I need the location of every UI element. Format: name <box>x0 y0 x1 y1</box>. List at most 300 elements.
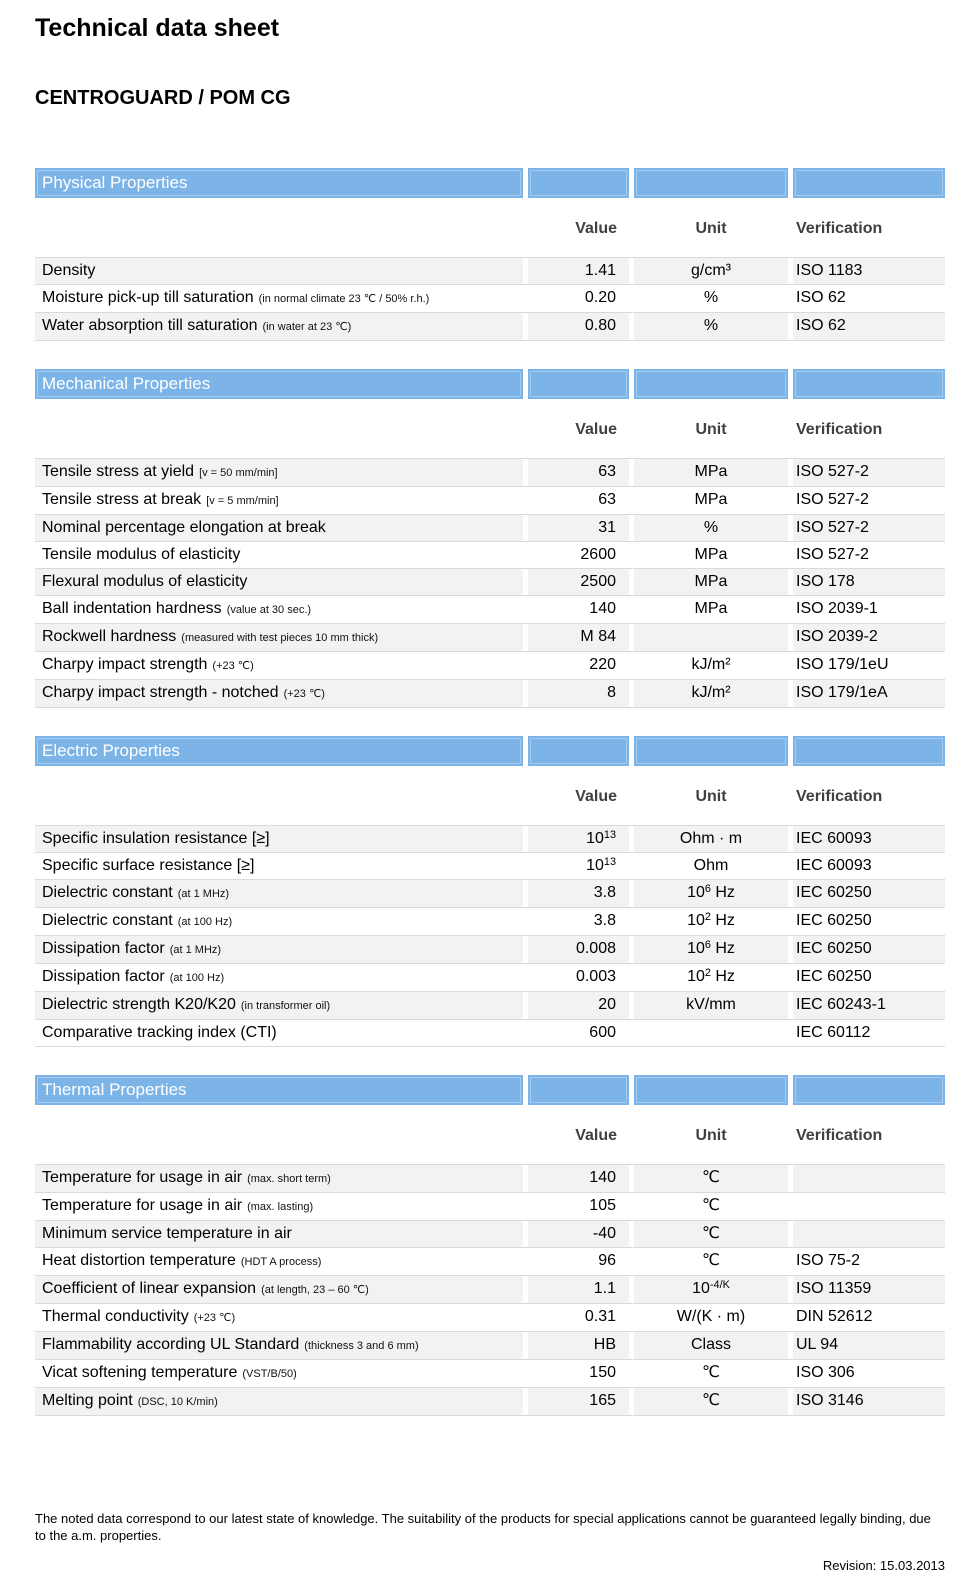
property-value-cell <box>528 1360 629 1387</box>
column-header-unit: Unit <box>695 788 727 805</box>
property-unit-exponent: -4/K <box>709 1279 730 1292</box>
column-header-verification: Verification <box>796 788 883 805</box>
property-unit-cell <box>634 515 788 541</box>
property-name: Dielectric constant <box>42 912 173 929</box>
property-name: Flexural modulus of elasticity <box>42 573 248 590</box>
section-header-cell <box>634 736 788 766</box>
property-condition-note: (+23 ℃) <box>212 660 254 672</box>
table-rows <box>35 458 945 708</box>
property-name: Rockwell hardness <box>42 628 177 645</box>
property-verification: ISO 527-2 <box>796 546 869 563</box>
property-name: Thermal conductivity <box>42 1308 189 1325</box>
property-condition-note: [v = 50 mm/min] <box>199 467 278 479</box>
property-value: 105 <box>589 1197 616 1214</box>
property-unit-cell <box>634 542 788 568</box>
property-verification: ISO 306 <box>796 1364 855 1381</box>
property-condition-note: (at 100 Hz) <box>177 916 233 928</box>
property-condition-note: (DSC, 10 K/min) <box>137 1396 218 1408</box>
property-name-cell <box>35 1165 523 1192</box>
property-unit: ℃ <box>702 1392 720 1409</box>
property-condition-note: (at length, 23 – 60 ℃) <box>261 1284 369 1296</box>
column-header-property <box>35 419 523 441</box>
property-value-cell <box>528 624 629 651</box>
property-value: 165 <box>589 1392 616 1409</box>
property-unit: 10 <box>692 1280 710 1297</box>
property-condition-note: (in transformer oil) <box>240 1000 331 1012</box>
property-value: 2500 <box>580 573 616 590</box>
property-verification: ISO 527-2 <box>793 515 945 541</box>
property-row <box>35 568 945 595</box>
property-value-cell <box>528 936 629 963</box>
property-name-cell <box>35 908 523 935</box>
property-value: 150 <box>589 1364 616 1381</box>
property-unit: 10 <box>687 884 705 901</box>
property-unit: W/(K · m) <box>676 1308 746 1325</box>
property-unit: 10 <box>687 968 705 985</box>
property-unit: kJ/m² <box>691 684 731 701</box>
property-value-cell <box>528 964 629 991</box>
property-verification: ISO 11359 <box>793 1276 945 1303</box>
property-value: 0.008 <box>575 940 616 957</box>
property-name: Melting point <box>42 1392 133 1409</box>
disclaimer-text: The noted data correspond to our latest state of knowledge. The suitability of the products for special applications cannot be guaranteed legally binding, due to the a.m. properties. <box>35 1511 931 1543</box>
property-unit-suffix: Hz <box>710 884 735 901</box>
property-unit-suffix: Hz <box>710 968 735 985</box>
section-header-cell <box>634 369 788 399</box>
property-unit-cell <box>634 596 788 623</box>
properties-section <box>35 369 945 708</box>
property-value-cell <box>528 569 629 595</box>
property-row <box>35 1275 945 1303</box>
section-header-bar <box>35 1075 945 1105</box>
product-name: CENTROGUARD / POM CG <box>35 87 291 109</box>
property-unit-cell <box>634 313 788 340</box>
section-header-cell <box>793 1075 945 1105</box>
section-title: Physical Properties <box>42 173 188 192</box>
property-name: Specific insulation resistance [≥] <box>42 830 270 847</box>
property-name-cell <box>35 596 523 623</box>
property-row <box>35 679 945 708</box>
property-unit-cell <box>634 487 788 514</box>
property-unit-cell <box>634 964 788 991</box>
property-name: Coefficient of linear expansion <box>42 1280 257 1297</box>
property-condition-note: (max. short term) <box>247 1173 331 1185</box>
property-name: Tensile modulus of elasticity <box>42 546 241 563</box>
property-value: 140 <box>589 600 616 617</box>
property-verification: ISO 179/1eA <box>793 680 945 707</box>
property-name-cell <box>35 1304 523 1331</box>
property-value-cell <box>528 313 629 340</box>
property-unit-cell <box>634 1221 788 1247</box>
property-unit-cell <box>634 992 788 1019</box>
property-row <box>35 935 945 963</box>
property-verification: ISO 178 <box>793 569 945 595</box>
property-value: 31 <box>598 519 616 536</box>
property-name-cell <box>35 853 523 879</box>
property-verification: ISO 179/1eU <box>796 656 889 673</box>
property-value-cell <box>528 652 629 679</box>
property-unit-cell <box>634 1360 788 1387</box>
property-value-cell <box>528 1388 629 1415</box>
property-value-cell <box>528 515 629 541</box>
property-name: Dielectric strength K20/K20 <box>42 996 236 1013</box>
property-name-cell <box>35 1193 523 1220</box>
property-value: 1.1 <box>593 1280 616 1297</box>
property-verification: ISO 75-2 <box>796 1252 861 1269</box>
property-unit: Ohm <box>693 857 729 874</box>
property-unit: Ohm · m <box>679 830 743 847</box>
section-header-cell <box>793 168 945 198</box>
property-value-cell <box>528 1020 629 1046</box>
property-unit: g/cm³ <box>691 262 731 279</box>
properties-section <box>35 168 945 341</box>
property-row <box>35 1359 945 1387</box>
property-row <box>35 623 945 651</box>
property-value-cell <box>528 1332 629 1359</box>
property-condition-note: (thickness 3 and 6 mm) <box>304 1340 419 1352</box>
property-value-exponent: 13 <box>603 829 616 842</box>
property-condition-note: (at 1 MHz) <box>177 888 230 900</box>
table-rows <box>35 825 945 1047</box>
property-name: Density <box>42 262 96 279</box>
property-unit: % <box>703 317 719 334</box>
property-value: 600 <box>589 1024 616 1041</box>
property-row <box>35 514 945 541</box>
property-name: Tensile stress at yield <box>42 463 195 480</box>
column-header-value: Value <box>575 220 617 237</box>
property-name-cell <box>35 487 523 514</box>
property-value: M 84 <box>580 628 616 645</box>
property-name-cell <box>35 624 523 651</box>
property-verification: ISO 2039-1 <box>796 600 878 617</box>
property-verification: IEC 60250 <box>793 936 945 963</box>
column-header-property <box>35 218 523 240</box>
property-row <box>35 1303 945 1331</box>
page-title: Technical data sheet <box>35 14 280 42</box>
section-title: Mechanical Properties <box>42 374 211 393</box>
property-condition-note: [v = 5 mm/min] <box>206 495 279 507</box>
property-name-cell <box>35 1221 523 1247</box>
property-name: Tensile stress at break <box>42 491 202 508</box>
property-condition-note: (at 100 Hz) <box>169 972 225 984</box>
property-name: Comparative tracking index (CTI) <box>42 1024 277 1041</box>
property-unit-cell <box>634 908 788 935</box>
section-header-title-cell <box>35 1075 523 1105</box>
property-unit-cell <box>634 680 788 707</box>
property-name: Flammability according UL Standard <box>42 1336 300 1353</box>
properties-section <box>35 1075 945 1416</box>
property-verification: IEC 60112 <box>796 1024 871 1041</box>
property-name: Temperature for usage in air <box>42 1197 243 1214</box>
property-row <box>35 284 945 312</box>
table-rows <box>35 1164 945 1416</box>
property-unit-cell <box>634 1388 788 1415</box>
section-title: Thermal Properties <box>42 1080 187 1099</box>
property-value: 0.20 <box>584 289 616 306</box>
property-row <box>35 1019 945 1047</box>
property-unit: ℃ <box>702 1364 720 1381</box>
property-name: Dissipation factor <box>42 940 165 957</box>
column-header-row <box>35 1125 945 1147</box>
property-unit-cell <box>634 285 788 312</box>
property-condition-note: (+23 ℃) <box>193 1312 236 1324</box>
section-header-bar <box>35 168 945 198</box>
property-condition-note: (value at 30 sec.) <box>226 604 312 616</box>
property-unit: kJ/m² <box>691 656 731 673</box>
column-header-row <box>35 786 945 808</box>
column-header-unit: Unit <box>695 421 727 438</box>
property-condition-note: (in water at 23 ℃) <box>262 321 352 333</box>
property-unit-cell <box>634 652 788 679</box>
property-verification <box>793 1221 945 1247</box>
property-verification <box>793 1165 945 1192</box>
section-header-title-cell <box>35 369 523 399</box>
property-unit: MPa <box>694 600 728 617</box>
property-value-cell <box>528 680 629 707</box>
property-row <box>35 1164 945 1192</box>
property-verification: IEC 60243-1 <box>793 992 945 1019</box>
property-value: 2600 <box>580 546 616 563</box>
property-row <box>35 1192 945 1220</box>
property-row <box>35 991 945 1019</box>
property-unit: Class <box>690 1336 731 1353</box>
column-header-property <box>35 1125 523 1147</box>
column-header-value: Value <box>575 1127 617 1144</box>
property-unit-cell <box>634 1276 788 1303</box>
property-name: Water absorption till saturation <box>42 317 258 334</box>
column-header-value: Value <box>575 788 617 805</box>
property-name: Charpy impact strength <box>42 656 208 673</box>
property-verification: ISO 62 <box>793 313 945 340</box>
property-name-cell <box>35 285 523 312</box>
property-value-cell <box>528 285 629 312</box>
property-unit-suffix: Hz <box>710 912 735 929</box>
column-header-verification: Verification <box>796 220 883 237</box>
property-value: 63 <box>598 491 616 508</box>
property-unit-cell <box>634 1193 788 1220</box>
property-unit-cell <box>634 1304 788 1331</box>
column-header-row <box>35 218 945 240</box>
property-unit: 10 <box>687 912 705 929</box>
property-condition-note: (+23 ℃) <box>283 688 325 700</box>
property-verification: ISO 2039-2 <box>793 624 945 651</box>
property-value-cell <box>528 853 629 879</box>
property-unit: ℃ <box>702 1169 720 1186</box>
property-name-cell <box>35 459 523 486</box>
section-header-cell <box>634 168 788 198</box>
property-unit: ℃ <box>702 1197 720 1214</box>
property-value: 3.8 <box>593 884 616 901</box>
column-header-unit: Unit <box>695 220 727 237</box>
property-verification: UL 94 <box>793 1332 945 1359</box>
property-value-cell <box>528 1276 629 1303</box>
property-name-cell <box>35 1388 523 1415</box>
section-header-cell <box>528 736 629 766</box>
property-name: Vicat softening temperature <box>42 1364 238 1381</box>
property-name: Heat distortion temperature <box>42 1252 236 1269</box>
property-unit: 10 <box>687 940 705 957</box>
property-value: 220 <box>589 656 616 673</box>
property-name: Charpy impact strength - notched <box>42 684 279 701</box>
property-value-cell <box>528 1221 629 1247</box>
property-name-cell <box>35 652 523 679</box>
property-unit-exponent: 2 <box>704 967 711 980</box>
property-condition-note: (HDT A process) <box>240 1256 322 1268</box>
property-name-cell <box>35 258 523 284</box>
property-value: HB <box>593 1336 616 1353</box>
property-name: Ball indentation hardness <box>42 600 222 617</box>
section-header-cell <box>528 168 629 198</box>
property-value: 10 <box>586 830 604 847</box>
property-row <box>35 825 945 852</box>
table-rows <box>35 257 945 341</box>
property-verification: ISO 62 <box>796 289 846 306</box>
column-header-value: Value <box>575 421 617 438</box>
property-value: 96 <box>598 1252 616 1269</box>
property-value-cell <box>528 880 629 907</box>
property-verification <box>793 1193 945 1220</box>
section-header-cell <box>634 1075 788 1105</box>
property-name-cell <box>35 680 523 707</box>
property-value: 1.41 <box>584 262 616 279</box>
property-unit: MPa <box>694 491 728 508</box>
property-value-cell <box>528 542 629 568</box>
property-unit: % <box>703 289 719 306</box>
property-value: 3.8 <box>593 912 616 929</box>
property-unit-cell <box>634 853 788 879</box>
property-name-cell <box>35 964 523 991</box>
property-verification: ISO 527-2 <box>793 459 945 486</box>
property-value: 0.003 <box>575 968 616 985</box>
property-value-cell <box>528 1165 629 1192</box>
property-value-exponent: 13 <box>603 856 616 869</box>
property-unit-exponent: 6 <box>704 883 711 896</box>
property-condition-note: (max. lasting) <box>247 1201 314 1213</box>
property-verification: DIN 52612 <box>796 1308 873 1325</box>
property-row <box>35 1247 945 1275</box>
property-unit-cell <box>634 880 788 907</box>
property-value: 0.80 <box>584 317 616 334</box>
property-row <box>35 852 945 879</box>
property-row <box>35 595 945 623</box>
section-header-title-cell <box>35 168 523 198</box>
property-row <box>35 1387 945 1416</box>
property-unit-cell <box>634 1248 788 1275</box>
property-value: 8 <box>607 684 616 701</box>
property-verification: ISO 1183 <box>793 258 945 284</box>
property-value: 20 <box>598 996 616 1013</box>
property-unit-cell <box>634 459 788 486</box>
property-unit-cell <box>634 1332 788 1359</box>
property-name-cell <box>35 542 523 568</box>
property-value-cell <box>528 459 629 486</box>
column-header-verification: Verification <box>796 421 883 438</box>
property-value: -40 <box>592 1225 616 1242</box>
property-value: 63 <box>598 463 616 480</box>
revision-date: Revision: 15.03.2013 <box>822 1558 945 1573</box>
property-name-cell <box>35 1276 523 1303</box>
property-row <box>35 458 945 486</box>
section-header-title-cell <box>35 736 523 766</box>
property-row <box>35 651 945 679</box>
property-verification: ISO 527-2 <box>796 491 869 508</box>
property-name: Dissipation factor <box>42 968 165 985</box>
property-row <box>35 963 945 991</box>
property-name-cell <box>35 1360 523 1387</box>
property-condition-note: (measured with test pieces 10 mm thick) <box>181 632 379 644</box>
property-unit-cell <box>634 936 788 963</box>
property-unit-suffix: Hz <box>710 940 735 957</box>
property-name-cell <box>35 1332 523 1359</box>
property-unit: MPa <box>694 546 728 563</box>
property-verification: IEC 60250 <box>796 912 872 929</box>
property-name-cell <box>35 992 523 1019</box>
property-condition-note: (VST/B/50) <box>242 1368 297 1380</box>
property-name: Temperature for usage in air <box>42 1169 243 1186</box>
property-value-cell <box>528 596 629 623</box>
property-unit-cell <box>634 1020 788 1046</box>
property-row <box>35 312 945 341</box>
property-name: Nominal percentage elongation at break <box>42 519 326 536</box>
property-name: Dielectric constant <box>42 884 173 901</box>
property-value-cell <box>528 1304 629 1331</box>
property-unit-exponent: 2 <box>704 911 711 924</box>
property-unit: kV/mm <box>686 996 736 1013</box>
property-unit-cell <box>634 258 788 284</box>
column-header-property <box>35 786 523 808</box>
properties-section <box>35 736 945 1047</box>
property-value: 0.31 <box>584 1308 616 1325</box>
property-name-cell <box>35 313 523 340</box>
property-name-cell <box>35 1248 523 1275</box>
section-header-cell <box>793 736 945 766</box>
property-unit-cell <box>634 569 788 595</box>
property-tables <box>35 168 945 1416</box>
property-row <box>35 879 945 907</box>
section-header-cell <box>528 1075 629 1105</box>
property-unit: ℃ <box>702 1252 720 1269</box>
section-title: Electric Properties <box>42 741 180 760</box>
property-verification: IEC 60250 <box>796 968 872 985</box>
property-name: Moisture pick-up till saturation <box>42 289 254 306</box>
property-name-cell <box>35 826 523 852</box>
property-value: 140 <box>589 1169 616 1186</box>
property-unit-cell <box>634 1165 788 1192</box>
property-name-cell <box>35 515 523 541</box>
property-name: Specific surface resistance [≥] <box>42 857 255 874</box>
column-header-unit: Unit <box>695 1127 727 1144</box>
property-row <box>35 541 945 568</box>
property-unit: MPa <box>694 573 728 590</box>
property-condition-note: (at 1 MHz) <box>169 944 222 956</box>
property-verification: IEC 60093 <box>793 826 945 852</box>
property-name-cell <box>35 1020 523 1046</box>
property-unit-cell <box>634 826 788 852</box>
property-name-cell <box>35 936 523 963</box>
column-header-verification: Verification <box>796 1127 883 1144</box>
section-header-cell <box>793 369 945 399</box>
property-value-cell <box>528 258 629 284</box>
property-value: 10 <box>586 857 604 874</box>
property-verification: ISO 3146 <box>793 1388 945 1415</box>
column-header-row <box>35 419 945 441</box>
property-unit: ℃ <box>702 1225 720 1242</box>
property-value-cell <box>528 826 629 852</box>
property-row <box>35 257 945 284</box>
property-unit-cell <box>634 624 788 651</box>
property-value-cell <box>528 1193 629 1220</box>
property-name-cell <box>35 880 523 907</box>
